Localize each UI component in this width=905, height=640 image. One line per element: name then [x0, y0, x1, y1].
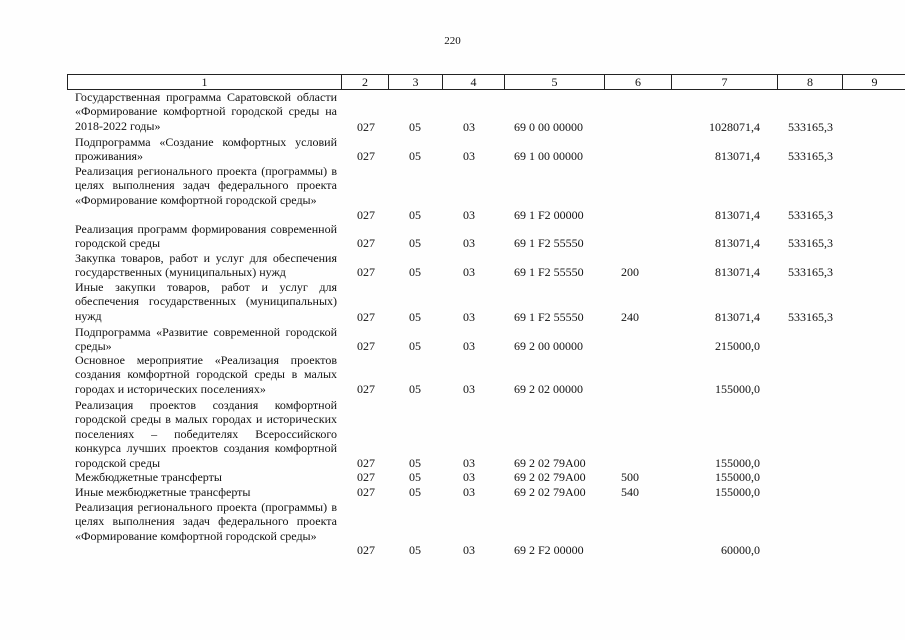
row-description: Реализация программ формирования современной городской среды: [75, 222, 337, 251]
cell-sum: 155000,0: [715, 456, 760, 470]
header-cell-1: 1: [68, 75, 342, 89]
cell-chapter: 027: [357, 208, 375, 222]
cell-section: 05: [409, 310, 421, 324]
cell-subsection: 03: [463, 149, 475, 163]
cell-target-article: 69 1 00 00000: [514, 149, 583, 163]
cell-chapter: 027: [357, 149, 375, 163]
cell-sum: 155000,0: [715, 382, 760, 396]
cell-subsection: 03: [463, 456, 475, 470]
cell-target-article: 69 1 F2 55550: [514, 236, 584, 250]
cell-target-article: 69 1 F2 55550: [514, 310, 584, 324]
row-description: Подпрограмма «Развитие современной городской среды»: [75, 325, 337, 354]
row-description: Иные межбюджетные трансферты: [75, 485, 251, 499]
cell-section: 05: [409, 120, 421, 134]
cell-chapter: 027: [357, 543, 375, 557]
cell-sum: 1028071,4: [709, 120, 760, 134]
cell-section: 05: [409, 149, 421, 163]
cell-subsection: 03: [463, 310, 475, 324]
cell-chapter: 027: [357, 265, 375, 279]
cell-federal-sum: 533165,3: [788, 310, 833, 324]
header-cell-5: 5: [505, 75, 605, 89]
cell-sum: 60000,0: [721, 543, 760, 557]
cell-chapter: 027: [357, 382, 375, 396]
cell-subsection: 03: [463, 236, 475, 250]
header-cell-9: 9: [871, 75, 878, 89]
cell-subsection: 03: [463, 208, 475, 222]
row-description: Иные закупки товаров, работ и услуг для обеспечения государственных (муниципальных) нужд: [75, 280, 337, 323]
cell-section: 05: [409, 382, 421, 396]
cell-chapter: 027: [357, 456, 375, 470]
cell-target-article: 69 1 F2 55550: [514, 265, 584, 279]
header-cell-6: 6: [605, 75, 672, 89]
cell-sum: 813071,4: [715, 310, 760, 324]
row-description: Реализация регионального проекта (программы) в целях выполнения задач федерального проекта «Формирование комфортной городской среды»: [75, 500, 337, 543]
cell-sum: 813071,4: [715, 265, 760, 279]
cell-expense-type: 540: [621, 485, 639, 499]
cell-subsection: 03: [463, 470, 475, 484]
cell-target-article: 69 2 F2 00000: [514, 543, 584, 557]
row-description: Государственная программа Саратовской области «Формирование комфортной городской среды на 2018-2022 годы»: [75, 90, 337, 133]
cell-target-article: 69 2 02 00000: [514, 382, 583, 396]
cell-section: 05: [409, 456, 421, 470]
page-number: 220: [444, 35, 461, 47]
cell-expense-type: 500: [621, 470, 639, 484]
cell-target-article: 69 1 F2 00000: [514, 208, 584, 222]
cell-target-article: 69 2 00 00000: [514, 339, 583, 353]
cell-chapter: 027: [357, 310, 375, 324]
cell-subsection: 03: [463, 265, 475, 279]
cell-sum: 813071,4: [715, 149, 760, 163]
cell-target-article: 69 2 02 79A00: [514, 470, 586, 484]
cell-chapter: 027: [357, 120, 375, 134]
cell-chapter: 027: [357, 485, 375, 499]
cell-sum: 813071,4: [715, 208, 760, 222]
cell-chapter: 027: [357, 236, 375, 250]
cell-section: 05: [409, 265, 421, 279]
cell-sum: 155000,0: [715, 470, 760, 484]
cell-expense-type: 240: [621, 310, 639, 324]
header-cell-2: 2: [342, 75, 389, 89]
header-cell-8: 8: [778, 75, 843, 89]
row-description: Реализация проектов создания комфортной городской среды в малых городах и исторических поселениях – победителях Всероссийского конкурса лучших проектов создания комфортной городской среды: [75, 398, 337, 470]
cell-section: 05: [409, 208, 421, 222]
cell-subsection: 03: [463, 339, 475, 353]
cell-sum: 813071,4: [715, 236, 760, 250]
row-description: Межбюджетные трансферты: [75, 470, 222, 484]
cell-chapter: 027: [357, 339, 375, 353]
cell-target-article: 69 2 02 79A00: [514, 485, 586, 499]
header-cell-3: 3: [389, 75, 443, 89]
cell-section: 05: [409, 236, 421, 250]
cell-sum: 155000,0: [715, 485, 760, 499]
cell-subsection: 03: [463, 382, 475, 396]
cell-sum: 215000,0: [715, 339, 760, 353]
cell-target-article: 69 2 02 79A00: [514, 456, 586, 470]
row-description: Реализация регионального проекта (программы) в целях выполнения задач федерального проекта «Формирование комфортной городской среды»: [75, 164, 337, 207]
cell-chapter: 027: [357, 470, 375, 484]
table-header: [67, 74, 905, 90]
cell-section: 05: [409, 470, 421, 484]
cell-federal-sum: 533165,3: [788, 120, 833, 134]
row-description: Закупка товаров, работ и услуг для обеспечения государственных (муниципальных) нужд: [75, 251, 337, 280]
cell-federal-sum: 533165,3: [788, 208, 833, 222]
row-description: Подпрограмма «Создание комфортных условий проживания»: [75, 135, 337, 164]
cell-federal-sum: 533165,3: [788, 236, 833, 250]
cell-subsection: 03: [463, 485, 475, 499]
cell-section: 05: [409, 485, 421, 499]
cell-federal-sum: 533165,3: [788, 149, 833, 163]
cell-section: 05: [409, 339, 421, 353]
cell-section: 05: [409, 543, 421, 557]
cell-target-article: 69 0 00 00000: [514, 120, 583, 134]
cell-subsection: 03: [463, 543, 475, 557]
header-cell-4: 4: [443, 75, 505, 89]
header-cell-7: 7: [672, 75, 778, 89]
cell-subsection: 03: [463, 120, 475, 134]
row-description: Основное мероприятие «Реализация проектов создания комфортной городской среды в малых городах и исторических поселениях»: [75, 353, 337, 396]
cell-federal-sum: 533165,3: [788, 265, 833, 279]
cell-expense-type: 200: [621, 265, 639, 279]
